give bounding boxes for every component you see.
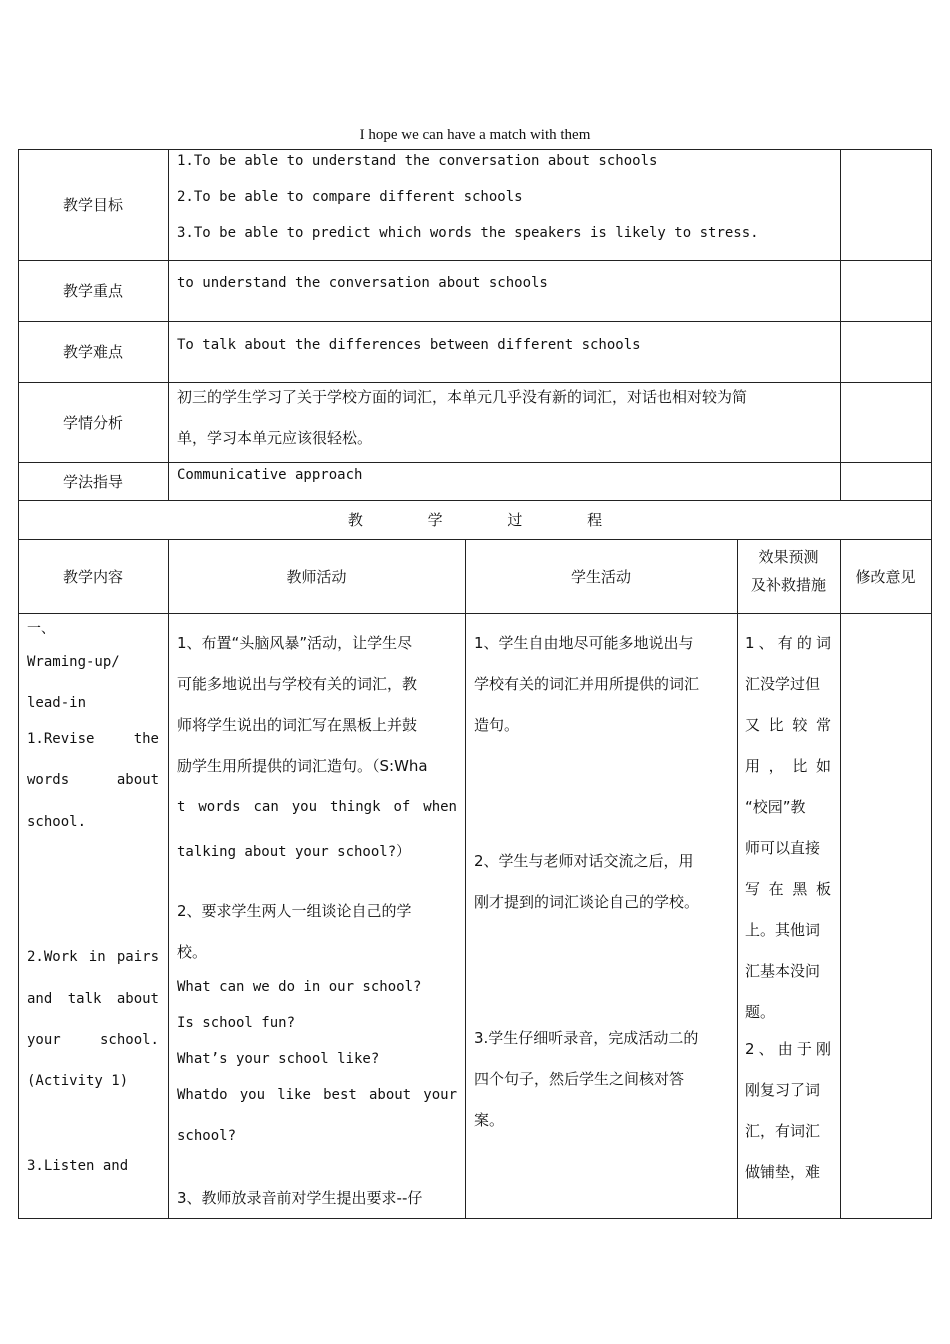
effect-line: 2、由于刚 <box>745 1040 831 1058</box>
effect-line: 用，比如 <box>745 757 831 775</box>
teacher-line: 1、布置“头脑风暴”活动，让学生尽 <box>177 634 413 652</box>
analysis-label: 学情分析 <box>62 413 123 432</box>
effect-line: 写在黑板 <box>745 880 831 898</box>
content-line: your school. <box>27 1032 159 1048</box>
lesson-plan-table <box>18 149 932 1219</box>
teacher-line: talking about your school?） <box>177 844 411 860</box>
key-points-label: 教学重点 <box>62 282 123 300</box>
teacher-line: t words can you thingk of when <box>177 799 457 815</box>
effect-line: 汇没学过但 <box>745 675 821 693</box>
student-line: 四个句子，然后学生之间核对答 <box>474 1070 685 1088</box>
content-line: lead-in <box>27 695 87 711</box>
header-content: 教学内容 <box>62 567 123 586</box>
analysis-line: 初三的学生学习了关于学校方面的词汇，本单元几乎没有新的词汇，对话也相对较为简 <box>177 388 748 406</box>
teacher-line: 2、要求学生两人一组谈论自己的学 <box>177 902 412 920</box>
student-line: 学校有关的词汇并用所提供的词汇 <box>474 675 700 693</box>
content-line: 一、 <box>27 621 55 637</box>
analysis-line: 单，学习本单元应该很轻松。 <box>177 429 373 447</box>
teacher-line: Whatdo you like best about your <box>177 1087 457 1103</box>
teacher-line: 师将学生说出的词汇写在黑板上并鼓 <box>177 716 418 734</box>
content-line: and talk about <box>27 991 159 1007</box>
effect-line: 刚复习了词 <box>745 1081 821 1099</box>
student-line: 刚才提到的词汇谈论自己的学校。 <box>474 893 700 911</box>
effect-line: 上。其他词 <box>745 921 821 939</box>
objective-line: 2.To be able to compare different schools <box>177 189 523 205</box>
content-line: school. <box>27 814 87 830</box>
teacher-line: 可能多地说出与学校有关的词汇，教 <box>177 675 418 693</box>
difficulties-label: 教学难点 <box>62 343 123 361</box>
header-effect-line1: 效果预测 <box>758 548 819 566</box>
content-column <box>27 149 161 1218</box>
teacher-line: school? <box>177 1128 237 1144</box>
objective-line: 3.To be able to predict which words the speakers is likely to stress. <box>177 225 759 241</box>
method-label: 学法指导 <box>62 472 123 491</box>
effect-line: 师可以直接 <box>745 839 821 857</box>
content-line: Wraming-up/ <box>27 654 120 670</box>
content-line: 1.Revise the <box>27 731 159 747</box>
teacher-column <box>177 149 459 1218</box>
content-line: words about <box>27 772 159 788</box>
key-points-text: to understand the conversation about schools <box>177 275 548 291</box>
student-line: 造句。 <box>474 716 520 734</box>
effect-line: 题。 <box>745 1003 776 1021</box>
document-title: I hope we can have a match with them <box>359 127 591 143</box>
objectives-label: 教学目标 <box>62 196 123 214</box>
student-column <box>474 149 732 1218</box>
content-line: 3.Listen and <box>27 1158 129 1174</box>
process-heading: 教 学 过 程 <box>347 511 633 529</box>
student-line: 案。 <box>474 1111 505 1129</box>
student-line: 2、学生与老师对话交流之后，用 <box>474 852 694 870</box>
effect-line: 1、有的词 <box>745 634 831 652</box>
effect-line: 又比较常 <box>745 716 831 734</box>
teacher-line: What’s your school like? <box>177 1051 380 1067</box>
difficulties-text: To talk about the differences between different schools <box>177 337 641 353</box>
teacher-line: 校。 <box>177 943 208 961</box>
effect-column <box>745 149 833 1218</box>
header-revise: 修改意见 <box>855 567 916 586</box>
teacher-line: What can we do in our school? <box>177 979 422 995</box>
teacher-line: 3、教师放录音前对学生提出要求--仔 <box>177 1189 423 1207</box>
content-line: 2.Work in pairs <box>27 949 159 965</box>
header-student: 学生活动 <box>570 567 631 586</box>
content-line: (Activity 1) <box>27 1073 129 1089</box>
effect-line: 汇基本没问 <box>745 962 821 980</box>
student-line: 1、学生自由地尽可能多地说出与 <box>474 634 694 652</box>
method-text: Communicative approach <box>177 467 363 483</box>
objective-line: 1.To be able to understand the conversation about schools <box>177 153 658 169</box>
student-line: 3.学生仔细听录音，完成活动二的 <box>474 1029 699 1047</box>
header-teacher: 教师活动 <box>286 567 347 586</box>
effect-line: “校园”教 <box>745 798 806 816</box>
teacher-line: Is school fun? <box>177 1015 296 1031</box>
teacher-line: 励学生用所提供的词汇造句。（S:Wha <box>177 757 428 775</box>
effect-line: 做铺垫，难 <box>745 1163 821 1181</box>
header-effect-line2: 及补救措施 <box>750 576 826 594</box>
effect-line: 汇，有词汇 <box>745 1122 821 1140</box>
